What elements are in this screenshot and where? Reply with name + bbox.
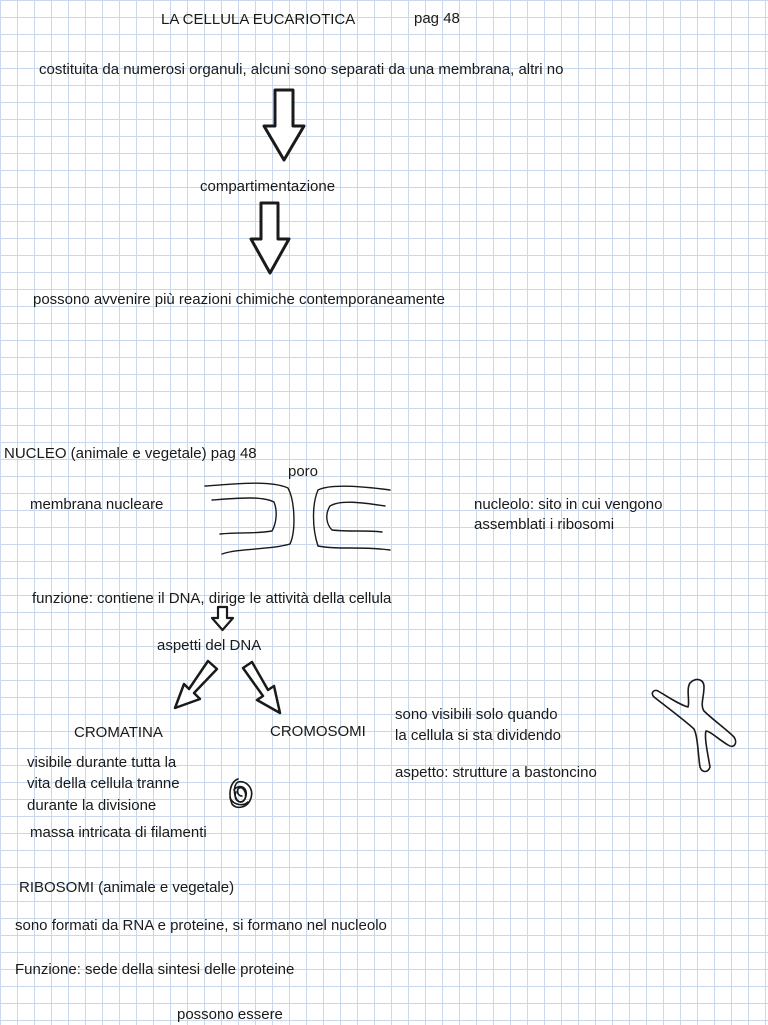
chromatin-mass: massa intricata di filamenti (30, 824, 207, 841)
chromosomes-aspect: aspetto: strutture a bastoncino (395, 764, 597, 781)
chromatin-desc-2: vita della cellula tranne (27, 775, 180, 792)
nucleus-function: funzione: contiene il DNA, dirige le attività della cellula (32, 590, 392, 607)
compartment-line: compartimentazione (200, 178, 336, 195)
chromatin-tangle-icon (224, 776, 256, 812)
nucleus-heading: NUCLEO (animale e vegetale) pag 48 (4, 445, 257, 462)
arrow-down-icon (249, 201, 291, 275)
ribosomes-heading: RIBOSOMI (animale e vegetale) (19, 879, 235, 896)
chromosomes-desc-1: sono visibili solo quando (395, 706, 558, 723)
chromatin-heading: CROMATINA (74, 724, 163, 741)
arrow-down-icon (240, 660, 284, 716)
chromatin-desc-1: visibile durante tutta la (27, 754, 177, 771)
pore-label: poro (288, 463, 319, 480)
chromosome-icon (648, 675, 740, 775)
ribosomes-composition: sono formati da RNA e proteine, si formano nel nucleolo (15, 917, 387, 934)
arrow-down-icon (211, 606, 235, 632)
reactions-line: possono avvenire più reazioni chimiche contemporaneamente (33, 291, 445, 308)
membrane-label: membrana nucleare (30, 496, 164, 513)
arrow-down-icon (172, 659, 220, 711)
nuclear-membrane-pore-icon (200, 476, 400, 558)
page-title: LA CELLULA EUCARIOTICA (161, 11, 356, 28)
page-reference: pag 48 (414, 10, 460, 27)
nucleolus-line-2: assemblati i ribosomi (474, 516, 615, 533)
chromosomes-heading: CROMOSOMI (270, 723, 366, 740)
organelles-line: costituita da numerosi organuli, alcuni sono separati da una membrana, altri no (39, 61, 564, 78)
ribosomes-can-be: possono essere (177, 1006, 283, 1023)
arrow-down-icon (262, 88, 306, 162)
chromatin-desc-3: durante la divisione (27, 797, 157, 814)
ribosomes-function: Funzione: sede della sintesi delle proteine (15, 961, 295, 978)
dna-aspects: aspetti del DNA (157, 637, 262, 654)
nucleolus-line-1: nucleolo: sito in cui vengono (474, 496, 663, 513)
chromosomes-desc-2: la cellula si sta dividendo (395, 727, 561, 744)
